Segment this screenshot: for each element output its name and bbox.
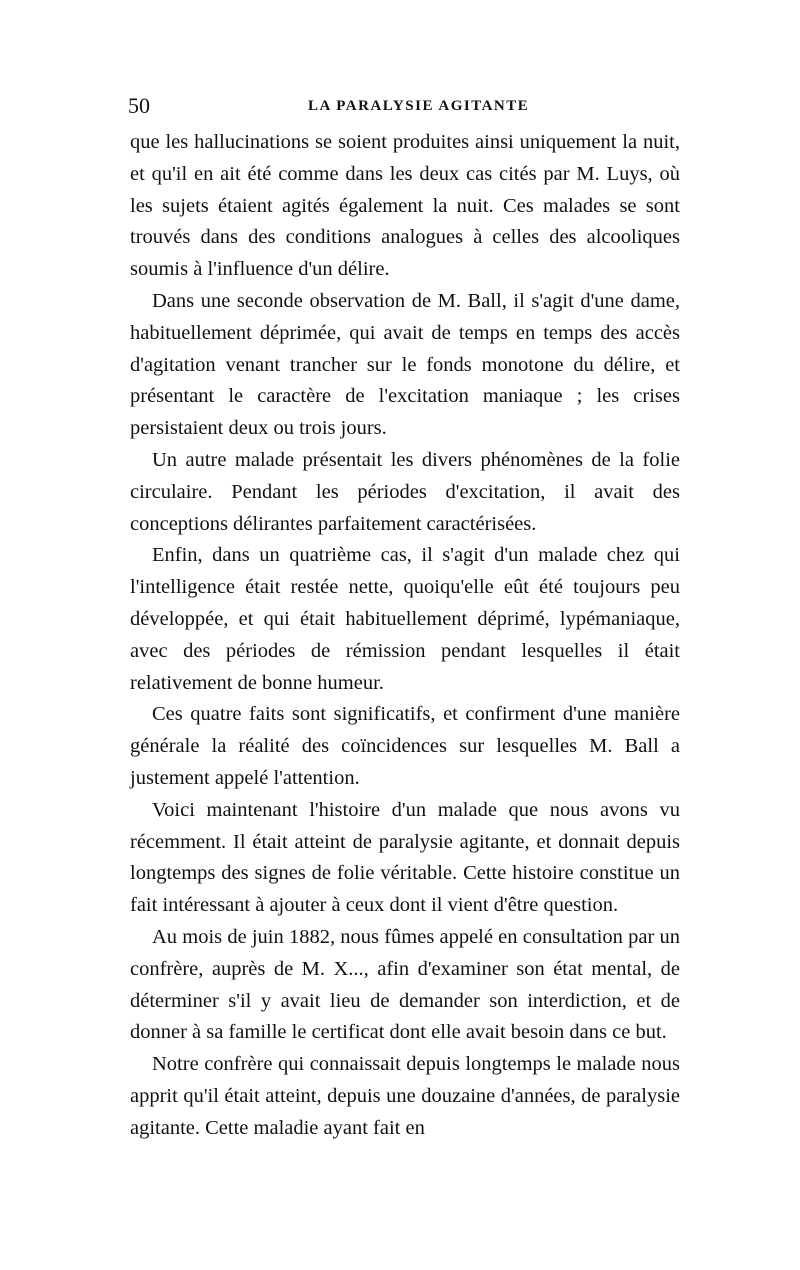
paragraph: Au mois de juin 1882, nous fûmes appelé en consultation par un confrère, auprès de M. X..., afin d'examiner son état mental, de déterminer s'il y avait lieu de demander son interdiction, et de donner à sa famille le certificat dont elle avait besoin dans ce but.	[130, 925, 680, 1044]
paragraph: Notre confrère qui connaissait depuis longtemps le malade nous apprit qu'il était atteint, depuis une douzaine d'années, de paralysie agitante. Cette maladie ayant fait en	[130, 1053, 680, 1139]
body-text	[130, 127, 680, 1145]
running-head	[128, 93, 678, 121]
paragraph: Enfin, dans un quatrième cas, il s'agit d'un malade chez qui l'intelligence était restée nette, quoiqu'elle eût été toujours peu développée, et qui était habituellement déprimé, lypémaniaque, avec des périodes de rémission pendant lesquelles il était relativement de bonne humeur.	[130, 544, 680, 694]
page-number: 50	[128, 93, 150, 118]
paragraph: Ces quatre faits sont significatifs, et confirment d'une manière générale la réalité des coïncidences sur lesquelles M. Ball a justement appelé l'attention.	[130, 703, 680, 789]
paragraph: Un autre malade présentait les divers phénomènes de la folie circulaire. Pendant les périodes d'excitation, il avait des conceptions délirantes parfaitement caractérisées.	[130, 448, 680, 535]
paragraph: Dans une seconde observation de M. Ball, il s'agit d'une dame, habituellement déprimée, qui avait de temps en temps des accès d'agitation venant trancher sur le fonds monotone du délire, et présentant le caractère de l'excitation maniaque ; les crises persistaient deux ou trois jours.	[130, 289, 680, 440]
paragraph: que les hallucinations se soient produites ainsi uniquement la nuit, et qu'il en ait été comme dans les deux cas cités par M. Luys, où les sujets étaient agités également la nuit. Ces malades se sont trouvés dans des conditions analogues à celles des alcooliques soumis à l'influence d'un délire.	[130, 131, 680, 281]
paragraph: Voici maintenant l'histoire d'un malade que nous avons vu récemment. Il était atteint de paralysie agitante, et donnait depuis longtemps des signes de folie véritable. Cette histoire constitue un fait intéressant à ajouter à ceux dont il vient d'être question.	[130, 798, 680, 917]
running-title: LA PARALYSIE AGITANTE	[308, 98, 530, 114]
